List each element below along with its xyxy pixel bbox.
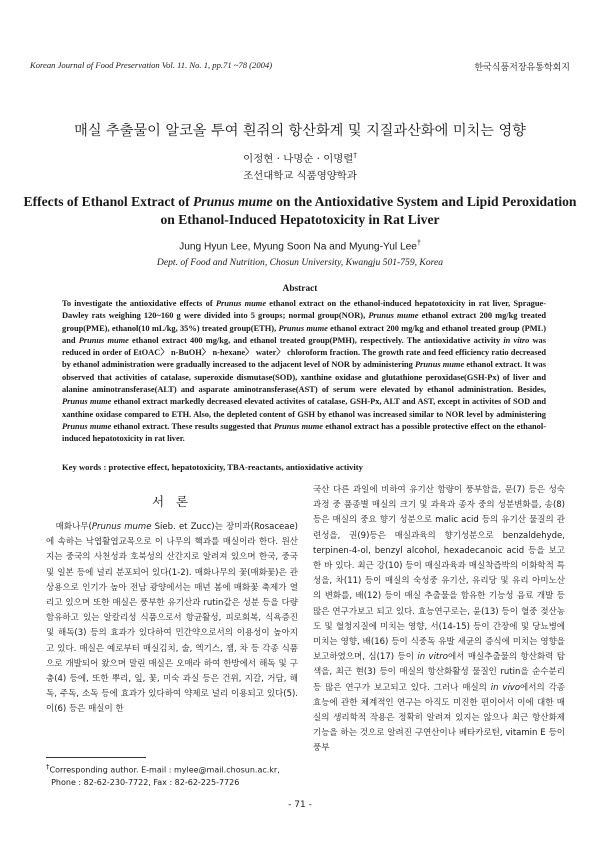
society-name: 한국식품저장유통학회지 <box>474 63 570 73</box>
footnote: †Corresponding author. E-mail : mylee@mail.chosun.ac.kr, Phone : 82-62-230-7722, Fax : 82-62-225-7726 <box>46 763 280 787</box>
affiliation-english: Dept. of Food and Nutrition, Chosun University, Kwangju 501-759, Korea <box>156 257 444 268</box>
section-heading-introduction: 서 론 <box>151 494 193 509</box>
footnote-rule <box>46 757 146 758</box>
title-korean: 매실 추출물이 알코올 투여 흰쥐의 항산화계 및 지질과산화에 미치는 영향 <box>74 123 526 139</box>
title-english: Effects of Ethanol Extract of Prunus mume on the Antioxidative System and Lipid Peroxidation on Ethanol-Induced Hepatotoxicity in Rat Liver <box>23 194 577 227</box>
journal-citation: Korean Journal of Food Preservation Vol. 11. No. 1, pp.71 ~78 (2004) <box>30 60 273 70</box>
keywords: Key words : protective effect, hepatotoxicity, TBA-reactants, antioxidative activity <box>62 462 363 472</box>
corresponding-mark: † <box>416 240 421 247</box>
footnote-mark: † <box>46 763 50 771</box>
abstract-heading: Abstract <box>282 284 318 294</box>
intro-left-column: 매화나무(Prunus mume Sieb. et Zucc)는 장미과(Rosaceae)에 속하는 낙엽활엽교목으로 이 나무의 핵과를 매실이라 한다. 원산지는 중국의 사천성과 호북성의 산간지로 알려져 있으며 한국, 중국 및 일본 등에 널리 분포되어 있다(1-2). 매화나무의 꽃(매화꽃)은 관상용으로 인기가 높아 전남 광양에서는 매년 봄에 매화꽃 축제가 열리고 있으며 또한 매실은 풍부한 유기산과 rutin같은 성분 등을 다량 함유하고 있는 알칼리성 식품으로서 항균활성, 피로회복, 식욕증진 및 해독(3) 등의 효과가 있다하여 민간약으로서의 이용성이 높아지고 있다. 매실은 예로부터 매실김치, 술, 엑기스, 잼, 차 등 각종 식품으로 개발되어 왔으며 말린 매실은 오매라 하여 한방에서 해독 및 구충(4) 등에, 또한 뿌리, 잎, 꽃, 미숙 과실 등은 건위, 지갈, 거담, 해독, 주독, 소독 등에 효과가 있다하여 약제로 널리 이용되고 있다(5). 이(6) 등은 매실이 한 <box>46 522 298 715</box>
authors-korean-names: 이정현 · 나명순 · 이명렬 <box>243 153 354 165</box>
corresponding-mark: † <box>353 151 357 160</box>
affiliation-korean: 조선대학교 식품영양학과 <box>243 170 357 182</box>
authors-english-names: Jung Hyun Lee, Myung Soon Na and Myung-Yul Lee <box>179 241 417 253</box>
intro-right-column: 국산 다른 과일에 비하여 유기산 함량이 풍부함을, 문(7) 등은 성숙과정 중 품종별 매실의 크기 및 과육과 종자 중의 성분변화를, 송(8) 등은 매실의 중요 향기 성분으로 malic acid 등의 유기산 물질의 관련성을, 권(9)등은 매실과육의 향기성분으로 benzaldehyde, terpinen-4-ol, benzyl alcohol, hexadecanoic acid 등을 보고한 바 있다. 최근 강(10) 등이 매실과육과 매실착즙박의 이화학적 특성을, 차(11) 등이 매실의 숙성중 유기산, 유리당 및 유리 아미노산의 변화를, 배(12) 등이 매실 추출물을 함유한 기능성 음료 개발 등 많은 연구가보고 되고 있다. 효능연구로는, 윤(13) 등이 혈중 젖산농도 및 혈청지질에 미치는 영향, 서(14-15) 등이 간장에 및 당뇨병에 미치는 영향, 배(16) 등이 식중독 유발 세균의 증식에 미치는 영향을 보고하였으며, 심(17) 등이 in vitro에서 매실추출물의 항산화력 탐색을, 최근 현(3) 등이 매실의 항산화활성 물질인 rutin을 순수분리 등 많은 연구가 보고되고 있다. 그러나 매실의 in vivo에서의 각종 효능에 관한 체계적인 연구는 아직도 미진한 편이어서 이에 대한 매실의 생리학적 작용은 정확히 알려져 있지는 않으나 최근 항산화제 기능을 하는 것으로 알려진 구연산이나 베타카로틴, vitamin E 등이 풍부 <box>313 485 566 754</box>
abstract-body: To investigate the antioxidative effects of Prunus mume ethanol extract on the ethanol-induced hepatotoxicity in rat liver, Sprague-Dawley rats weighing 120~160 g were divided into 5 groups; normal group(NOR), Prunus mume ethanol extract 200 mg/kg treated group(PME), ethanol(10 mL/kg, 35%) treated group(ETH), Prunus mume ethanol extract 200 mg/kg and ethanol treated group (PML) and Prunus mume ethanol extract 400 mg/kg, and ethanol treated group(PMH), respectively. The antioxidative activity in vitro was reduced in order of EtOAC〉 n-BuOH〉 n-hexane〉 water〉 chloroform fraction. The growth rate and feed efficiency ratio decreased by ethanol administration were gradually increased to the adjacent level of NOR by administering Prunus mume ethanol extract. It was observed that activities of catalase, superoxide dismutase(SOD), xanthine oxidase and glutathione peroxidase(GSH-Px) of liver and alanine aminotransferase(ALT) and asparate aminotransferase(AST) of serum were elevated by ethanol administration. Besides, Prunus mume ethanol extract markedly decreased elevated activites of catalase, GSH-Px, ALT and AST, except in activites of SOD and xanthine oxidase compared to ETH. Also, the depleted content of GSH by ethanol was increased similar to NOR level by administering Prunus mume ethanol extract. These results suggested that Prunus mume ethanol extract has a possible protective effect on the ethanol-induced hepatotoxicity in rat liver. <box>62 299 547 444</box>
species-name: Prunus mume <box>193 194 273 209</box>
page-number: - 71 - <box>288 800 312 810</box>
authors-english <box>0 240 600 252</box>
authors-korean <box>0 150 600 165</box>
